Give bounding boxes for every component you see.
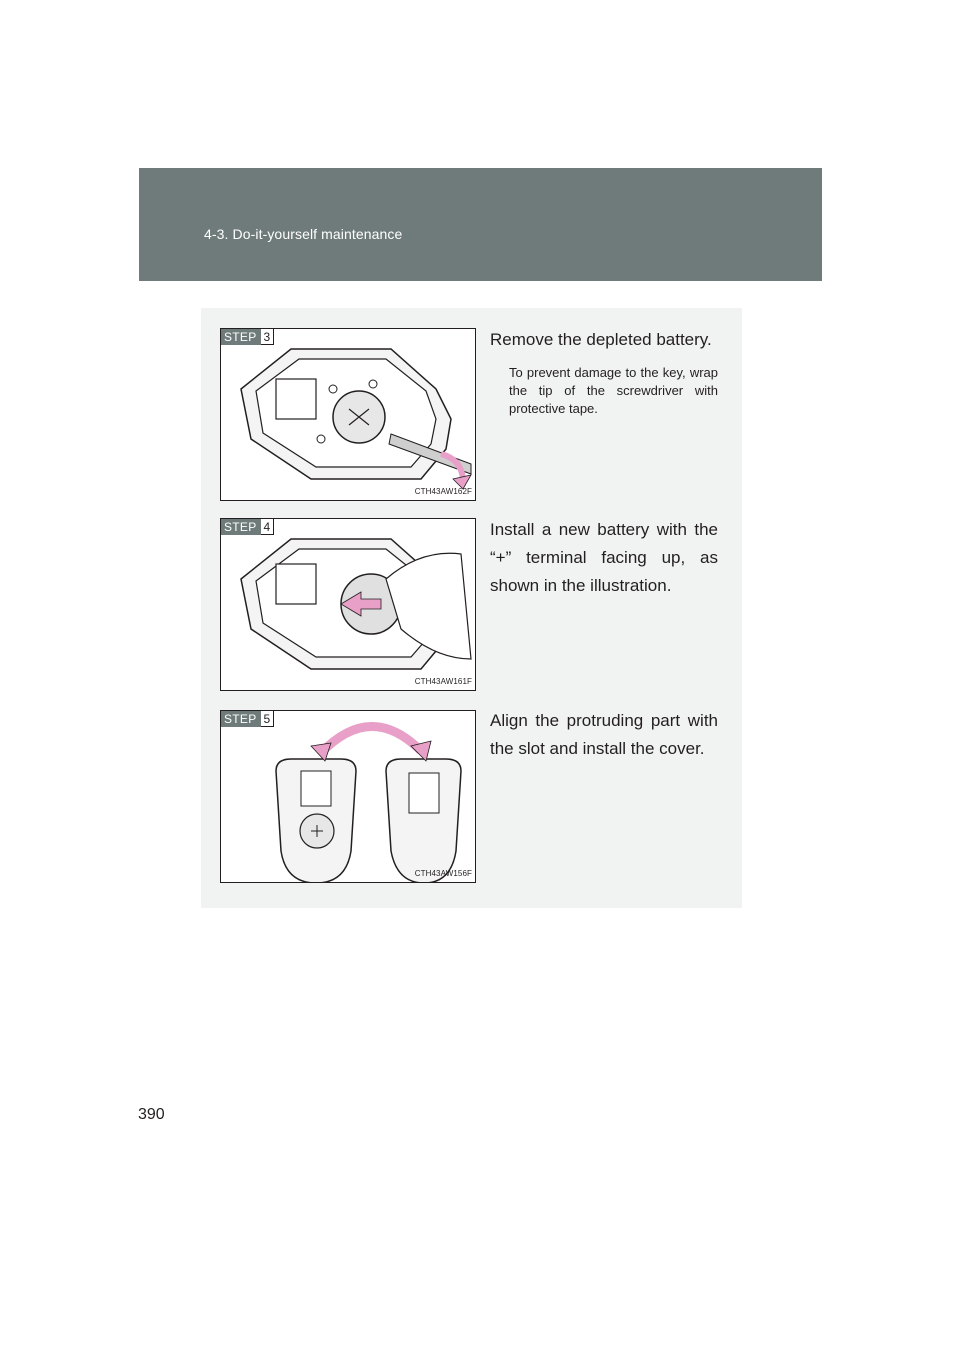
step-label: STEP — [221, 519, 261, 535]
section-title: 4-3. Do-it-yourself maintenance — [204, 226, 403, 242]
step-number: 4 — [261, 519, 275, 535]
key-cover-install-illustration — [221, 711, 476, 883]
step-number: 3 — [261, 329, 275, 345]
step-3-instruction: Remove the depleted battery. — [490, 330, 712, 349]
step-label: STEP — [221, 329, 261, 345]
step-3-figure — [220, 328, 476, 501]
content-panel — [201, 308, 742, 908]
step-label: STEP — [221, 711, 261, 727]
step-3-note: To prevent damage to the key, wrap the tip of the screwdriver with protective tape. — [509, 365, 718, 416]
step-badge — [221, 329, 274, 345]
figure-code: CTH43AW161F — [414, 677, 472, 686]
step-5-figure — [220, 710, 476, 883]
figure-code: CTH43AW162F — [414, 487, 472, 496]
step-number: 5 — [261, 711, 275, 727]
header-band — [139, 168, 822, 281]
step-badge — [221, 519, 274, 535]
step-4-instruction: Install a new battery with the “+” terminal facing up, as shown in the illustration. — [490, 520, 718, 595]
step-4-figure — [220, 518, 476, 691]
key-battery-removal-illustration — [221, 329, 476, 501]
step-badge — [221, 711, 274, 727]
step-5-instruction: Align the protruding part with the slot and install the cover. — [490, 711, 718, 758]
key-battery-install-illustration — [221, 519, 476, 691]
figure-code: CTH43AW156F — [414, 869, 472, 878]
page-number: 390 — [138, 1106, 165, 1123]
